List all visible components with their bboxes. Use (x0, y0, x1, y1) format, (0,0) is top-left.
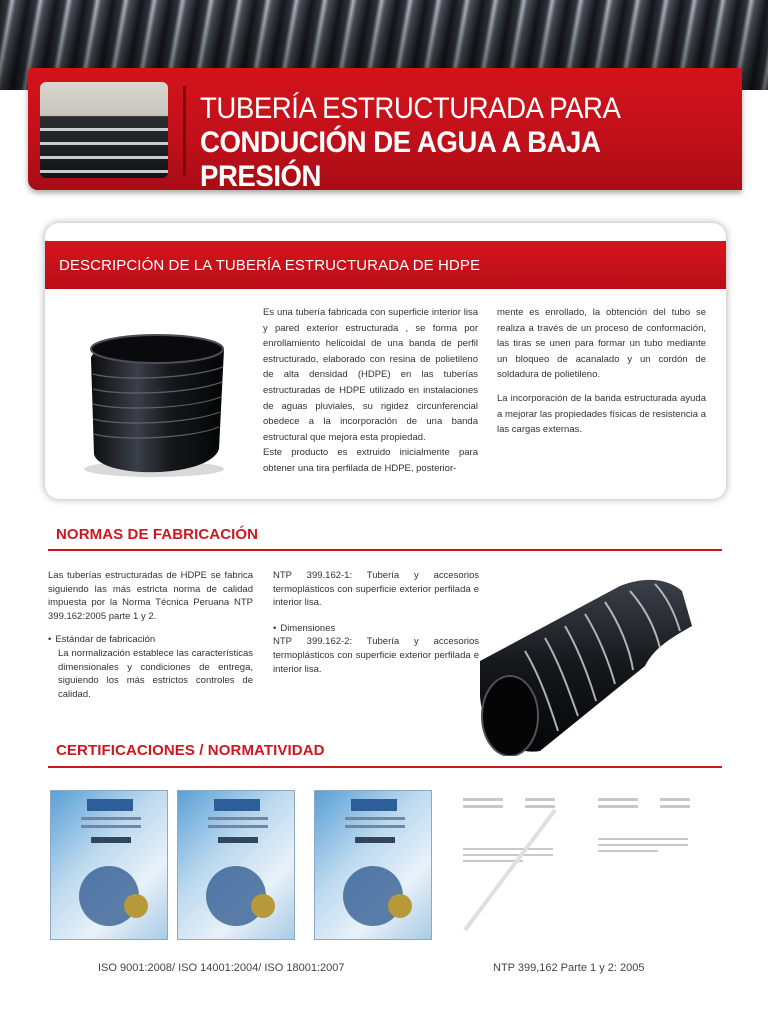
iso-certificate-2 (177, 790, 295, 940)
normas-column-1: Las tuberías estructuradas de HDPE se fabrica siguiendo las más estricta norma de calidad impuesta por la Norma Técnica Peruana NTP 399.162:2005 parte 1 y 2. • Estándar de fabricación La normalización establece las características dimensionales y condiciones de entrega, siguiendo los más estrictos controles de calidad. (48, 570, 253, 700)
normas-ntp-1: NTP 399.162-1: Tubería y accesorios termoplásticos con superficie exterior perfilada e interior lisa. (273, 570, 479, 609)
description-col1-text: Es una tubería fabricada con superficie interior lisa y pared exterior estructurada , se forma por enrollamiento helicoidal de una banda de perfil estructurado, elaborado con resina de polietileno de alta densidad (HDPE) en las tuberías estructuradas de HDPE utilizado en instalaciones de aguas pluviales, su rigidez circunferencial obedece a la incorporación de una banda estructural que mejora esta propiedad. (263, 307, 478, 443)
header-banner (28, 68, 742, 193)
page-title-line1: TUBERÍA ESTRUCTURADA PARA (200, 92, 621, 125)
normas-heading: NORMAS DE FABRICACIÓN (56, 526, 259, 543)
iso-certificate-3 (314, 790, 432, 940)
header-pipes-thumbnail (40, 82, 168, 178)
page-title (200, 92, 742, 194)
page-title-line2: CONDUCIÓN DE AGUA A BAJA PRESIÓN (200, 126, 600, 193)
ntp-document-1 (455, 790, 573, 940)
ntp-document-2 (590, 790, 708, 940)
description-column-1 (263, 305, 478, 477)
normas-intro: Las tuberías estructuradas de HDPE se fabrica siguiendo las más estricta norma de calidad impuesta por la Norma Técnica Peruana NTP 399.162:2005 parte 1 y 2. (48, 570, 253, 622)
description-card (45, 223, 726, 499)
description-heading-bar (45, 241, 726, 289)
iso-caption: ISO 9001:2008/ ISO 14001:2004/ ISO 18001:2007 (98, 962, 345, 974)
certificaciones-divider (48, 766, 722, 768)
iso-certificate-1 (50, 790, 168, 940)
pipe-ring-image (79, 319, 229, 479)
description-column-2 (497, 305, 706, 438)
ntp-caption: NTP 399,162 Parte 1 y 2: 2005 (493, 962, 645, 974)
description-col2-paragraph-1: mente es enrollado, la obtención del tubo se realiza a través de un proceso de conformación, las tiras se unen para formar un tubo mediante un bloqueo de acanalado y un cordón de soldadura de polietileno. (497, 307, 706, 381)
description-col1-text-b: Este producto es extruido inicialmente para obtener una tira perfilada de HDPE, posterior- (263, 447, 478, 474)
normas-bullet-estandar-text: La normalización establece las características dimensionales y condiciones de entrega, siguiendo los más estrictos controles de calidad. (58, 647, 253, 700)
certificaciones-heading: CERTIFICACIONES / NORMATIVIDAD (56, 742, 325, 759)
normas-bullet-dimensiones: Dimensiones (280, 622, 336, 634)
normas-bullet-estandar: Estándar de fabricación (55, 634, 156, 646)
normas-divider (48, 549, 722, 551)
description-heading: DESCRIPCIÓN DE LA TUBERÍA ESTRUCTURADA DE HDPE (59, 257, 481, 274)
pipe-elbow-image (470, 566, 695, 756)
normas-ntp-2: NTP 399.162-2: Tubería y accesorios termoplásticos con superficie exterior perfilada e interior lisa. (273, 636, 479, 675)
normas-column-2: NTP 399.162-1: Tubería y accesorios termoplásticos con superficie exterior perfilada e interior lisa. • Dimensiones NTP 399.162-2: Tubería y accesorios termoplásticos con superficie exterior perfilada e interior lisa. (273, 570, 479, 675)
header-divider (183, 86, 186, 176)
description-col2-paragraph-2: La incorporación de la banda estructurada ayuda a mejorar las propiedades físicas de resistencia a las cargas externas. (497, 392, 706, 436)
